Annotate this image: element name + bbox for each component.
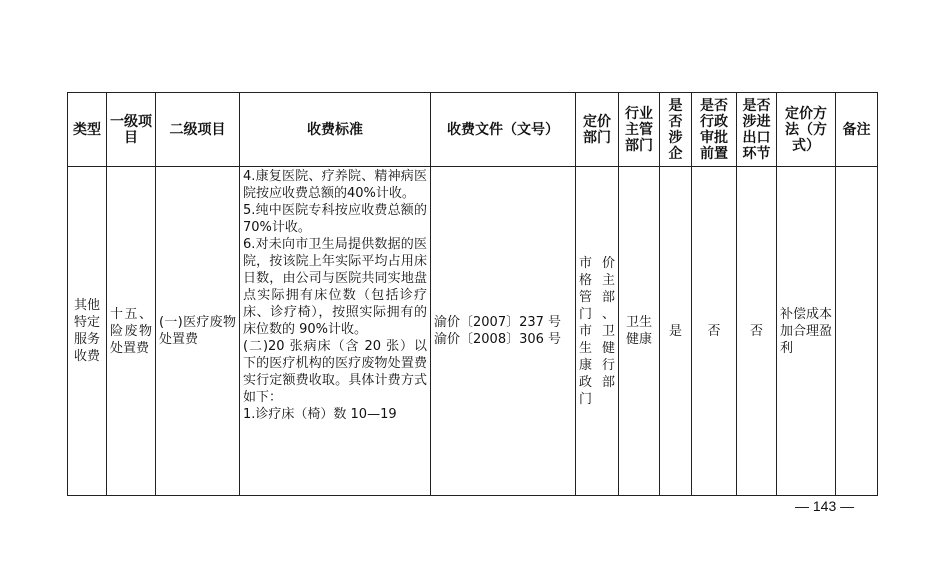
header-doc: 收费文件（文号） <box>431 93 576 167</box>
standard-line: 4.康复医院、疗养院、精神病医院按应收费总额的40%计收。 <box>243 169 427 201</box>
standard-line: (二)20 张病床（含 20 张）以下的医疗机构的医疗废物处置费实行定额费收取。具体计费方式如下： <box>243 339 427 405</box>
cell-doc <box>431 167 576 496</box>
standard-line: 6.对未向市卫生局提供数据的医院，按该院上年实际平均占用床日数，由公司与医院共同实地盘点实际拥有床位数（包括诊疗床、诊疗椅），按照实际拥有的床位数的 90%计收。 <box>243 237 427 337</box>
header-pricing-method: 定价方法（方式） <box>777 93 836 167</box>
header-import-export: 是否涉进出口环节 <box>737 93 777 167</box>
cell-admin-approval: 否 <box>692 167 737 496</box>
header-pricing-dept: 定价部门 <box>576 93 619 167</box>
doc-number: 渝价〔2007〕237 号 <box>434 315 562 330</box>
standard-line: 1.诊疗床（椅）数 10—19 <box>243 407 397 422</box>
header-involves-enterprise: 是否涉企 <box>660 93 692 167</box>
cell-pricing-method: 补偿成本加合理盈利 <box>777 167 836 496</box>
cell-import-export: 否 <box>737 167 777 496</box>
cell-level2: (一)医疗废物处置费 <box>156 167 240 496</box>
header-remarks: 备注 <box>836 93 878 167</box>
header-level2: 二级项目 <box>156 93 240 167</box>
table-row <box>68 167 878 496</box>
header-type: 类型 <box>68 93 107 167</box>
cell-standard <box>240 167 431 496</box>
doc-number: 渝价〔2008〕306 号 <box>434 332 562 347</box>
cell-involves-enterprise: 是 <box>660 167 692 496</box>
fee-table <box>67 92 878 496</box>
header-admin-approval: 是否行政审批前置 <box>692 93 737 167</box>
cell-type: 其他特定服务收费 <box>68 167 107 496</box>
standard-line: 5.纯中医院专科按应收费总额的 70%计收。 <box>243 203 427 235</box>
header-standard: 收费标准 <box>240 93 431 167</box>
header-industry-dept: 行业主管部门 <box>619 93 660 167</box>
page-number: — 143 — <box>795 498 855 514</box>
cell-pricing-dept: 市价格主管部门、市卫生健康行政部门 <box>576 167 619 496</box>
header-row <box>68 93 878 167</box>
cell-level1: 十五、险废物处置费 <box>107 167 156 496</box>
cell-industry-dept: 卫生健康 <box>619 167 660 496</box>
header-level1: 一级项目 <box>107 93 156 167</box>
cell-remarks <box>836 167 878 496</box>
